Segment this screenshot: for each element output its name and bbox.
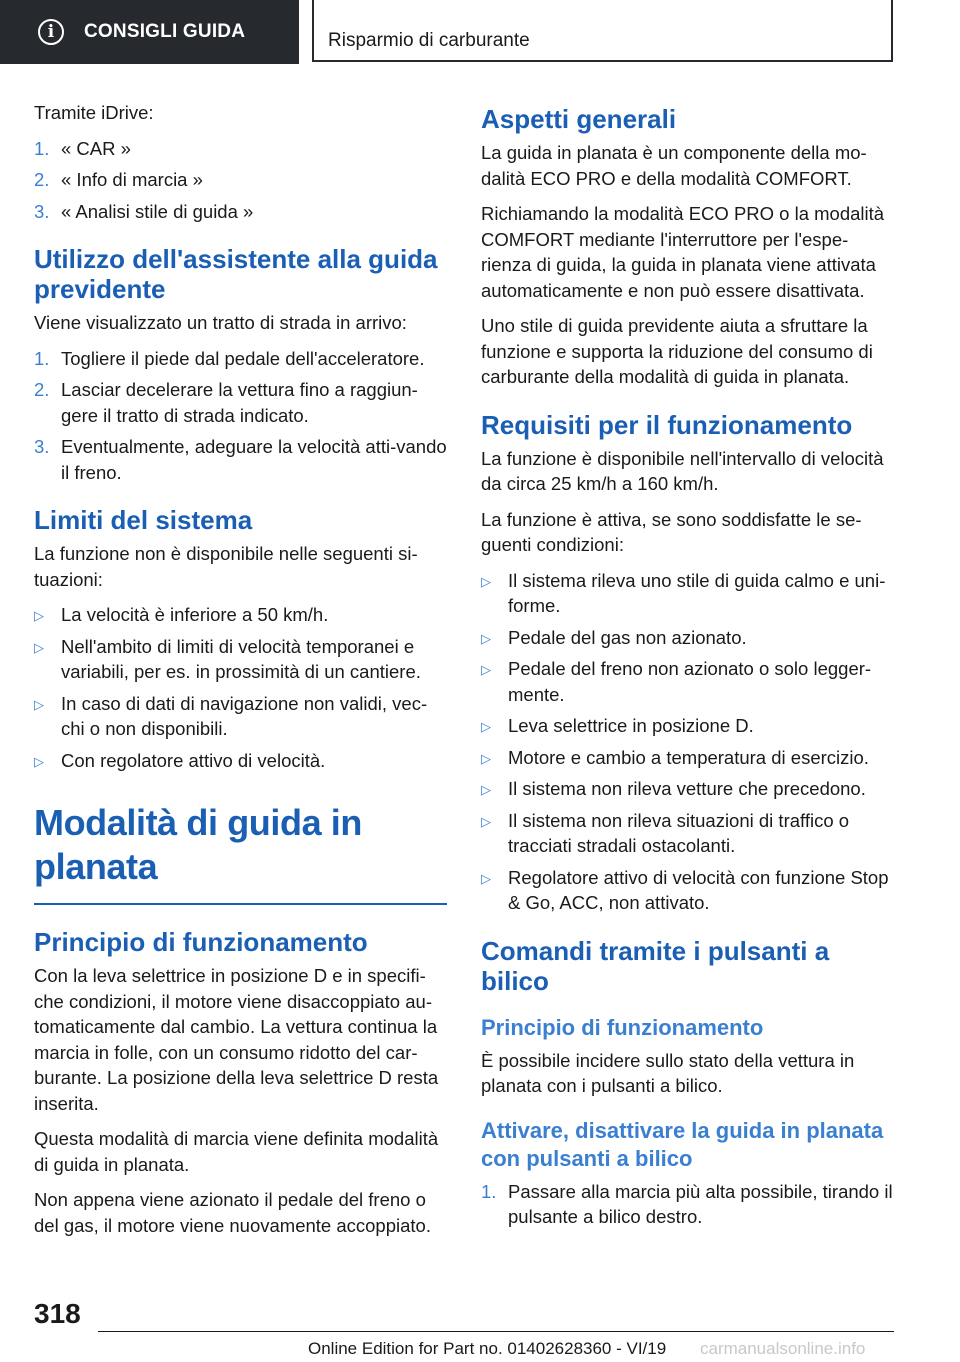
general-paragraph-1: La guida in planata è un componente della mo-dalità ECO PRO e della modalità COMFORT. [481, 142, 867, 189]
list-item [481, 745, 894, 771]
heading-requirements: Requisiti per il funzionamento [481, 409, 853, 440]
limits-intro: La funzione non è disponibile nelle seguenti si-tuazioni: [34, 543, 418, 590]
heading-principle: Principio di funzionamento [34, 927, 368, 957]
footer-divider [98, 1331, 894, 1332]
bullet-triangle-icon: ▷ [481, 662, 491, 677]
subheading-principle: Principio di funzionamento [481, 1014, 764, 1040]
conditions-list [481, 568, 894, 916]
general-paragraph-3: Uno stile di guida previdente aiuta a sfruttare la funzione e supporta la riduzione del consumo di carburante della modalità di guida in planata. [481, 315, 873, 387]
list-item [481, 1179, 894, 1230]
step-text: « Info di marcia » [61, 169, 203, 190]
list-item [34, 167, 447, 193]
list-item [481, 865, 894, 916]
step-number: 1. [481, 1180, 497, 1202]
list-item [34, 136, 447, 162]
bullet-triangle-icon: ▷ [481, 782, 491, 797]
bullet-triangle-icon: ▷ [34, 753, 44, 769]
step-number: 2. [34, 379, 50, 400]
requirements-paragraph-2: La funzione è attiva, se sono soddisfatte le se-guenti condizioni: [481, 508, 862, 555]
heading-general: Aspetti generali [481, 104, 677, 134]
bullet-text: Pedale del freno non azionato o solo legger-mente. [508, 658, 872, 705]
limits-list [34, 602, 447, 773]
idrive-intro: Tramite iDrive: [34, 102, 154, 123]
step-text: Lasciar decelerare la vettura fino a raggiun-gere il tratto di strada indicato. [61, 379, 418, 426]
list-item [481, 713, 894, 739]
main-heading: Modalità di guida in planata [34, 802, 362, 887]
list-item [34, 691, 447, 742]
list-item [34, 434, 447, 485]
bullet-text: Il sistema non rileva vetture che precedono. [508, 778, 866, 799]
step-number: 1. [34, 347, 50, 369]
principle-paragraph-3: Non appena viene azionato il pedale del freno o del gas, il motore viene nuovamente accoppiato. [34, 1189, 431, 1236]
heading-limits: Limiti del sistema [34, 505, 253, 535]
step-number: 1. [34, 137, 50, 159]
step-number: 2. [34, 169, 50, 190]
bullet-triangle-icon: ▷ [34, 639, 44, 655]
bullet-triangle-icon: ▷ [34, 608, 44, 623]
bullet-text: La velocità è inferiore a 50 km/h. [61, 604, 329, 625]
list-item [481, 656, 894, 707]
step-text: Eventualmente, adeguare la velocità atti-vando il freno. [61, 436, 447, 483]
info-icon: i [38, 19, 64, 45]
bullet-text: In caso di dati di navigazione non validi, vec-chi o non disponibili. [61, 692, 428, 739]
bullet-triangle-icon: ▷ [34, 696, 44, 712]
list-item [481, 568, 894, 619]
bullet-triangle-icon: ▷ [481, 573, 491, 589]
section-header [312, 0, 893, 62]
list-item [34, 602, 447, 628]
list-item [34, 377, 447, 428]
list-item [481, 808, 894, 859]
step-text: Togliere il piede dal pedale dell'acceleratore. [61, 347, 425, 369]
step-number: 3. [34, 200, 50, 222]
bullet-text: Motore e cambio a temperatura di esercizio. [508, 746, 869, 768]
page-number: 318 [34, 1298, 81, 1329]
step-text: « CAR » [61, 137, 131, 159]
subheading-activate: Attivare, disattivare la guida in planata con pulsanti a bilico [481, 1117, 884, 1171]
bullet-triangle-icon: ▷ [481, 750, 491, 766]
step-number: 3. [34, 436, 50, 457]
assistant-intro: Viene visualizzato un tratto di strada in arrivo: [34, 312, 407, 333]
bullet-triangle-icon: ▷ [481, 870, 491, 886]
bullet-text: Pedale del gas non azionato. [508, 626, 747, 648]
idrive-steps [34, 136, 447, 225]
step-text: Passare alla marcia più alta possibile, tirando il pulsante a bilico destro. [508, 1180, 893, 1227]
heading-divider [34, 903, 447, 905]
activate-steps [481, 1179, 894, 1230]
principle-paragraph-1: Con la leva selettrice in posizione D e in specifi-che condizioni, il motore viene disaccoppiato au-tomaticamente dal cambio. La vettura continua la marcia in folle, con un consumo ridotto del car-burante. La posizione della leva selettrice D resta inserita. [34, 965, 439, 1114]
bullet-triangle-icon: ▷ [481, 813, 491, 829]
watermark: carmanualsonline.info [700, 1339, 866, 1358]
list-item [481, 776, 894, 802]
list-item [34, 346, 447, 372]
bullet-triangle-icon: ▷ [481, 719, 491, 734]
heading-assistant: Utilizzo dell'assistente alla guida previdente [34, 244, 438, 304]
section-title: Risparmio di carburante [328, 30, 530, 51]
bullet-text: Il sistema rileva uno stile di guida calmo e uni-forme. [508, 569, 886, 616]
bullet-triangle-icon: ▷ [481, 630, 491, 646]
list-item [34, 748, 447, 774]
principle-paragraph-2: Questa modalità di marcia viene definita modalità di guida in planata. [34, 1128, 439, 1175]
general-paragraph-2: Richiamando la modalità ECO PRO o la modalità COMFORT mediante l'interruttore per l'espe-rienza di guida, la guida in planata viene attivata automaticamente e non può essere disattivata. [481, 203, 885, 301]
requirements-paragraph-1: La funzione è disponibile nell'intervallo di velocità da circa 25 km/h a 160 km/h. [481, 447, 884, 494]
chapter-tab [0, 0, 299, 64]
list-item [34, 199, 447, 225]
assistant-steps [34, 346, 447, 486]
step-text: « Analisi stile di guida » [61, 200, 254, 222]
rocker-paragraph: È possibile incidere sullo stato della vettura in planata con i pulsanti a bilico. [481, 1049, 855, 1096]
list-item [481, 625, 894, 651]
heading-rocker: Comandi tramite i pulsanti a bilico [481, 935, 830, 996]
right-column [481, 100, 894, 1240]
bullet-text: Leva selettrice in posizione D. [508, 715, 754, 736]
bullet-text: Regolatore attivo di velocità con funzione Stop & Go, ACC, non attivato. [508, 866, 889, 913]
chapter-label: CONSIGLI GUIDA [84, 21, 246, 42]
list-item [34, 634, 447, 685]
left-column [34, 100, 447, 1248]
bullet-text: Con regolatore attivo di velocità. [61, 749, 326, 771]
bullet-text: Il sistema non rileva situazioni di traffico o tracciati stradali ostacolanti. [508, 809, 850, 856]
edition-text: Online Edition for Part no. 01402628360 - VI/19 [308, 1339, 667, 1358]
bullet-text: Nell'ambito di limiti di velocità temporanei e variabili, per es. in prossimità di un cantiere. [61, 635, 421, 682]
